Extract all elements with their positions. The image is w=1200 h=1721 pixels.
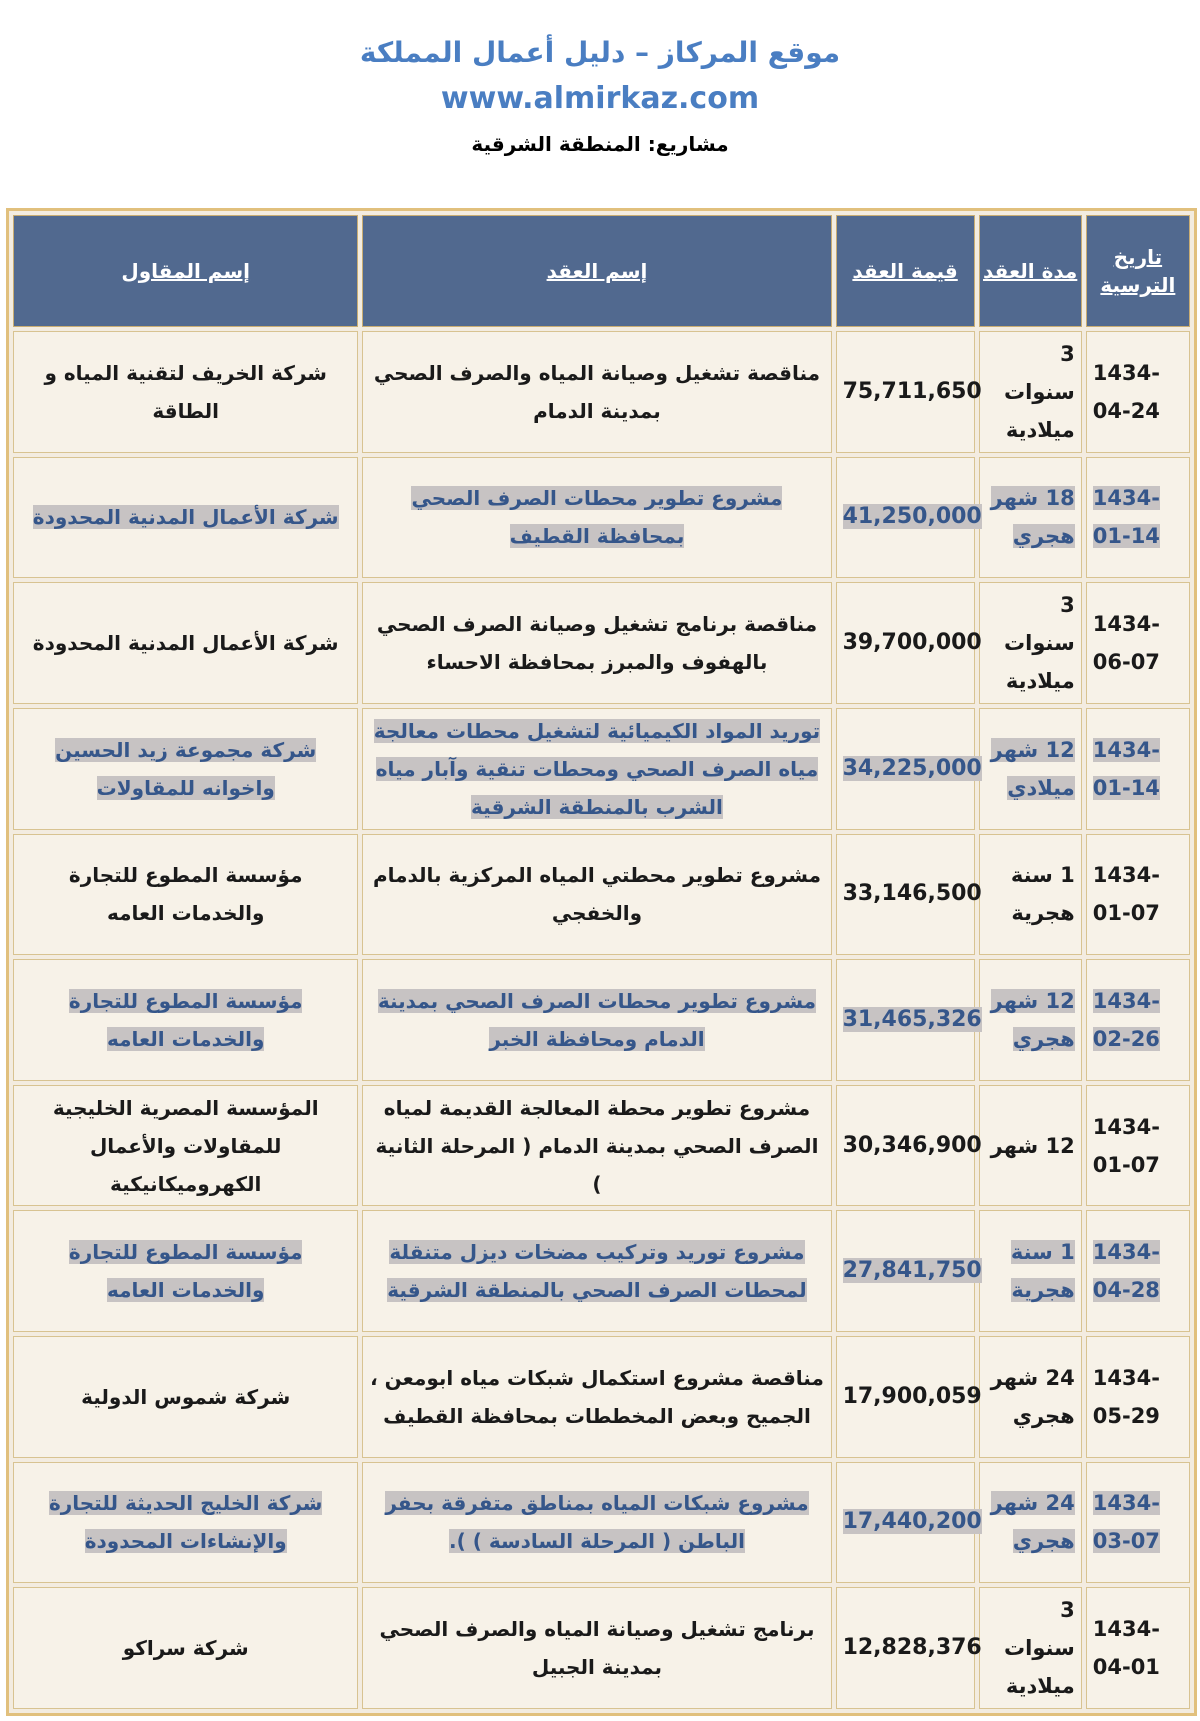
site-name: موقع المركاز – دليل أعمال المملكة — [359, 36, 841, 69]
cell-contract-text: مشروع تطوير محطات الصرف الصحي بمدينة الدمام ومحافظة الخبر — [377, 988, 817, 1051]
cell-date — [1086, 959, 1190, 1081]
cell-duration-text: 18 شهر هجري — [990, 486, 1075, 549]
cell-contract — [362, 834, 831, 956]
cell-date — [1086, 1210, 1190, 1332]
cell-value — [836, 834, 982, 956]
cell-duration — [979, 457, 1082, 579]
cell-value — [836, 582, 982, 704]
cell-duration-text: 12 شهر ميلادي — [990, 737, 1075, 800]
cell-contract-text: مشروع شبكات المياه بمناطق متفرقة بحفر الباطن ( المرحلة السادسة ) ). — [385, 1491, 809, 1554]
cell-value-text: 39,700,000 — [842, 630, 982, 656]
cell-contractor — [13, 1336, 358, 1458]
cell-date-text: 1434-01-07 — [1092, 863, 1160, 926]
cell-contract-text: مناقصة تشغيل وصيانة المياه والصرف الصحي بمدينة الدمام — [373, 360, 821, 423]
cell-value — [836, 457, 982, 579]
cell-contract — [362, 1587, 831, 1709]
cell-duration — [979, 331, 1082, 453]
cell-date — [1086, 834, 1190, 956]
cell-duration-text: 24 شهر هجري — [990, 1491, 1075, 1554]
projects-table — [9, 211, 1194, 1713]
table-row — [13, 1336, 1190, 1458]
table-row — [13, 708, 1190, 830]
cell-date — [1086, 1462, 1190, 1584]
cell-date — [1086, 1085, 1190, 1207]
cell-duration — [979, 1210, 1082, 1332]
cell-duration — [979, 582, 1082, 704]
cell-contract — [362, 1462, 831, 1584]
cell-date-text: 1434-04-01 — [1092, 1617, 1160, 1680]
cell-contract — [362, 708, 831, 830]
cell-duration-text: 24 شهر هجري — [990, 1365, 1075, 1428]
cell-date — [1086, 331, 1190, 453]
page-subtitle: مشاريع: المنطقة الشرقية — [471, 132, 729, 156]
cell-date-text: 1434-01-14 — [1092, 737, 1160, 800]
column-header-duration: مدة العقد — [979, 215, 1082, 327]
projects-table-container — [6, 208, 1197, 1716]
cell-value-text: 27,841,750 — [842, 1258, 982, 1284]
cell-date — [1086, 1587, 1190, 1709]
cell-contract-text: مشروع تطوير محطتي المياه المركزية بالدمام والخفجي — [372, 863, 821, 926]
table-row — [13, 959, 1190, 1081]
cell-duration — [979, 708, 1082, 830]
cell-contractor — [13, 331, 358, 453]
cell-contract-text: مشروع توريد وتركيب مضخات ديزل متنقلة لمحطات الصرف الصحي بالمنطقة الشرقية — [387, 1240, 807, 1303]
cell-contractor — [13, 708, 358, 830]
cell-value-text: 75,711,650 — [842, 378, 982, 404]
cell-duration — [979, 834, 1082, 956]
cell-value — [836, 1462, 982, 1584]
cell-date — [1086, 582, 1190, 704]
cell-contractor-text: المؤسسة المصرية الخليجية للمقاولات والأعمال الكهروميكانيكية — [52, 1095, 319, 1196]
cell-duration — [979, 1336, 1082, 1458]
cell-contract — [362, 959, 831, 1081]
cell-contractor-text: شركة شموس الدولية — [81, 1384, 291, 1409]
cell-date-text: 1434-04-28 — [1092, 1240, 1160, 1303]
cell-value — [836, 959, 982, 1081]
cell-contractor-text: مؤسسة المطوع للتجارة والخدمات العامه — [68, 1240, 303, 1303]
cell-value — [836, 1085, 982, 1207]
cell-duration-text: 3 سنوات ميلادية — [1004, 1598, 1075, 1699]
cell-contractor — [13, 959, 358, 1081]
cell-value — [836, 331, 982, 453]
cell-contract — [362, 1210, 831, 1332]
column-header-contract: إسم العقد — [362, 215, 831, 327]
cell-contractor-text: شركة الخريف لتقنية المياه و الطاقة — [44, 360, 327, 423]
cell-contractor — [13, 1085, 358, 1207]
column-header-date: تاريخ الترسية — [1086, 215, 1190, 327]
cell-duration — [979, 1462, 1082, 1584]
page-header — [0, 30, 1200, 166]
cell-contractor — [13, 457, 358, 579]
cell-contract-text: مشروع تطوير محطات الصرف الصحي بمحافظة القطيف — [411, 486, 783, 549]
cell-duration-text: 12 شهر هجري — [990, 988, 1075, 1051]
cell-duration-text: 3 سنوات ميلادية — [1004, 593, 1075, 694]
cell-contractor-text: مؤسسة المطوع للتجارة والخدمات العامه — [68, 863, 303, 926]
cell-duration-text: 1 سنة هجرية — [1010, 1240, 1075, 1303]
cell-date-text: 1434-02-26 — [1092, 988, 1160, 1051]
table-row — [13, 1085, 1190, 1207]
cell-value-text: 12,828,376 — [842, 1635, 982, 1661]
table-row — [13, 457, 1190, 579]
cell-contractor-text: شركة الخليج الحديثة للتجارة والإنشاءات المحدودة — [48, 1491, 323, 1554]
cell-contractor — [13, 1462, 358, 1584]
cell-value-text: 34,225,000 — [842, 755, 982, 781]
cell-contractor-text: شركة الأعمال المدنية المحدودة — [32, 505, 339, 530]
cell-contract-text: مناقصة مشروع استكمال شبكات مياه ابومعن ، الجميح وبعض المخططات بمحافظة القطيف — [370, 1365, 824, 1428]
cell-contract — [362, 1085, 831, 1207]
table-header-row — [13, 215, 1190, 327]
cell-contract-text: مناقصة برنامج تشغيل وصيانة الصرف الصحي بالهفوف والمبرز بمحافظة الاحساء — [376, 612, 818, 675]
column-header-value: قيمة العقد — [836, 215, 975, 327]
column-header-contractor: إسم المقاول — [13, 215, 358, 327]
cell-contract-text: برنامج تشغيل وصيانة المياه والصرف الصحي بمدينة الجبيل — [379, 1617, 815, 1680]
table-row — [13, 582, 1190, 704]
cell-value — [836, 708, 982, 830]
cell-contractor-text: شركة مجموعة زيد الحسين واخوانه للمقاولات — [55, 737, 317, 800]
cell-date — [1086, 708, 1190, 830]
cell-contract — [362, 582, 831, 704]
cell-date-text: 1434-04-24 — [1092, 360, 1160, 423]
table-row — [13, 834, 1190, 956]
cell-date-text: 1434-06-07 — [1092, 612, 1160, 675]
cell-date-text: 1434-01-14 — [1092, 486, 1160, 549]
cell-duration-text: 12 شهر — [990, 1133, 1075, 1158]
cell-contractor — [13, 582, 358, 704]
cell-value-text: 17,900,059 — [842, 1383, 982, 1409]
cell-contractor — [13, 1587, 358, 1709]
cell-contractor-text: مؤسسة المطوع للتجارة والخدمات العامه — [68, 988, 303, 1051]
cell-value-text: 31,465,326 — [842, 1006, 982, 1032]
cell-value — [836, 1587, 982, 1709]
table-row — [13, 1587, 1190, 1709]
cell-date-text: 1434-03-07 — [1092, 1491, 1160, 1554]
cell-contract-text: مشروع تطوير محطة المعالجة القديمة لمياه الصرف الصحي بمدينة الدمام ( المرحلة الثانية ) — [375, 1095, 819, 1196]
cell-contractor — [13, 1210, 358, 1332]
cell-value — [836, 1336, 982, 1458]
table-row — [13, 1210, 1190, 1332]
cell-value — [836, 1210, 982, 1332]
cell-contractor-text: شركة سراكو — [122, 1636, 249, 1661]
cell-duration — [979, 959, 1082, 1081]
cell-contract — [362, 457, 831, 579]
cell-duration-text: 3 سنوات ميلادية — [1004, 341, 1075, 442]
cell-contractor — [13, 834, 358, 956]
cell-contract — [362, 1336, 831, 1458]
cell-date-text: 1434-05-29 — [1092, 1365, 1160, 1428]
cell-date — [1086, 457, 1190, 579]
cell-duration — [979, 1085, 1082, 1207]
cell-value-text: 33,146,500 — [842, 881, 982, 907]
table-body — [13, 331, 1190, 1709]
cell-contract — [362, 331, 831, 453]
cell-date-text: 1434-01-07 — [1092, 1114, 1160, 1177]
cell-date — [1086, 1336, 1190, 1458]
cell-contractor-text: شركة الأعمال المدنية المحدودة — [32, 631, 339, 656]
site-url[interactable]: www.almirkaz.com — [440, 81, 760, 116]
cell-value-text: 17,440,200 — [842, 1509, 982, 1535]
table-row — [13, 1462, 1190, 1584]
cell-duration-text: 1 سنة هجرية — [1010, 863, 1075, 926]
cell-contract-text: توريد المواد الكيميائية لتشغيل محطات معالجة مياه الصرف الصحي ومحطات تنقية وآبار مياه الشرب بالمنطقة الشرقية — [373, 718, 821, 819]
cell-value-text: 30,346,900 — [842, 1132, 982, 1158]
cell-duration — [979, 1587, 1082, 1709]
table-row — [13, 331, 1190, 453]
cell-value-text: 41,250,000 — [842, 504, 982, 530]
